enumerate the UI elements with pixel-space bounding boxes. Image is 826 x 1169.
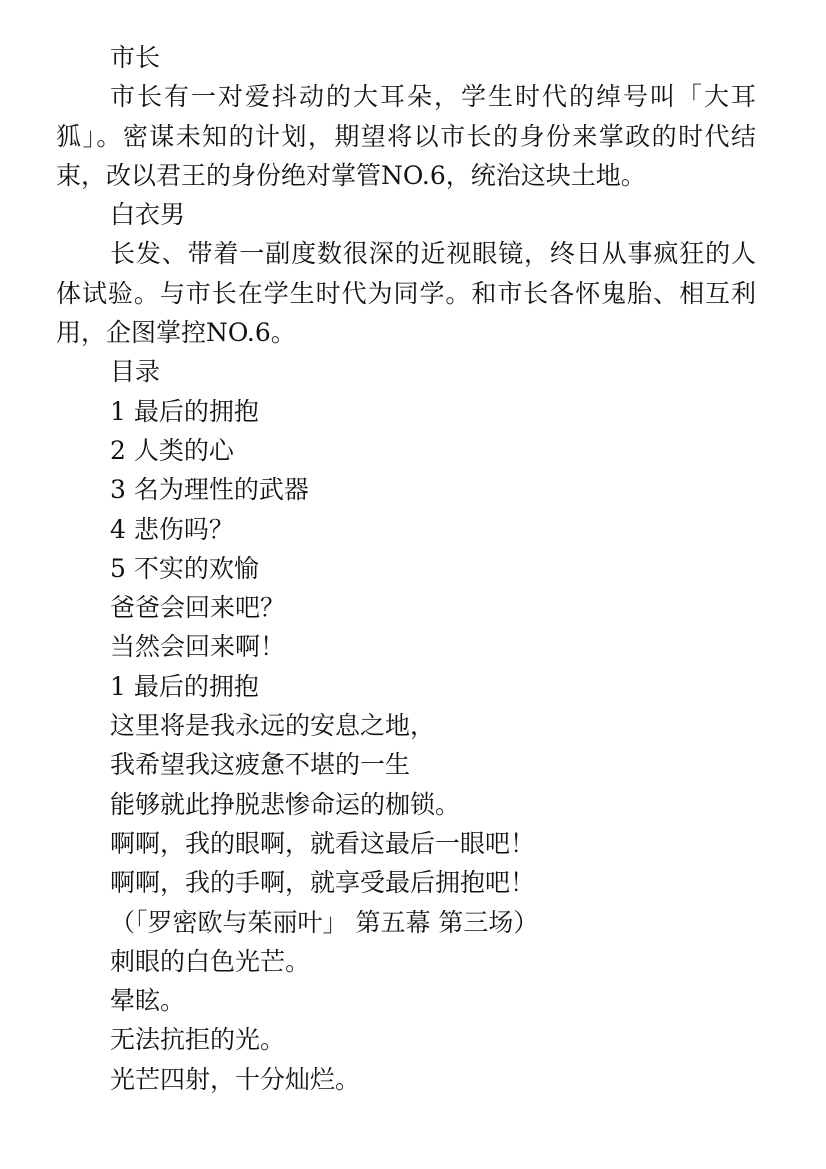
verse-citation: （「罗密欧与茱丽叶」 第五幕 第三场）: [110, 907, 539, 937]
heading-contents: 目录: [110, 357, 161, 387]
text-line: 晕眩。: [110, 986, 186, 1016]
toc-item-3: 3 名为理性的武器: [110, 475, 309, 505]
verse-line: 我希望我这疲惫不堪的一生: [110, 750, 411, 780]
verse-line: 能够就此挣脱悲惨命运的枷锁。: [110, 789, 461, 819]
verse-line: 啊啊，我的手啊，就享受最后拥抱吧！: [110, 868, 536, 898]
toc-item-5: 5 不实的欢愉: [110, 553, 259, 583]
heading-mayor: 市长: [110, 43, 161, 72]
text-line: 无法抗拒的光。: [110, 1025, 286, 1055]
verse-line: 啊啊，我的眼啊，就看这最后一眼吧！: [110, 828, 536, 858]
text-line: 当然会回来啊！: [110, 632, 286, 662]
toc-item-2: 2 人类的心: [110, 435, 234, 465]
verse-line: 这里将是我永远的安息之地，: [110, 711, 436, 741]
toc-item-4: 4 悲伤吗？: [110, 514, 234, 544]
heading-white-coat-man: 白衣男: [110, 200, 186, 230]
document-page: [56, 38, 756, 1099]
text-line: 刺眼的白色光芒。: [110, 946, 311, 976]
text-line: 光芒四射，十分灿烂。: [110, 1064, 361, 1094]
paragraph-mayor-description: 市长有一对爱抖动的大耳朵，学生时代的绰号叫「大耳狐」。密谋未知的计划，期望将以市长的身份来掌政的时代结束，改以君王的身份绝对掌管NO.6，统治这块土地。: [56, 82, 756, 190]
text-line: 爸爸会回来吧？: [110, 593, 286, 623]
chapter-heading-1: 1 最后的拥抱: [110, 671, 259, 701]
paragraph-white-coat-description: 长发、带着一副度数很深的近视眼镜，终日从事疯狂的人体试验。与市长在学生时代为同学。和市长各怀鬼胎、相互利用，企图掌控NO.6。: [56, 239, 756, 348]
toc-item-1: 1 最后的拥抱: [110, 396, 259, 426]
